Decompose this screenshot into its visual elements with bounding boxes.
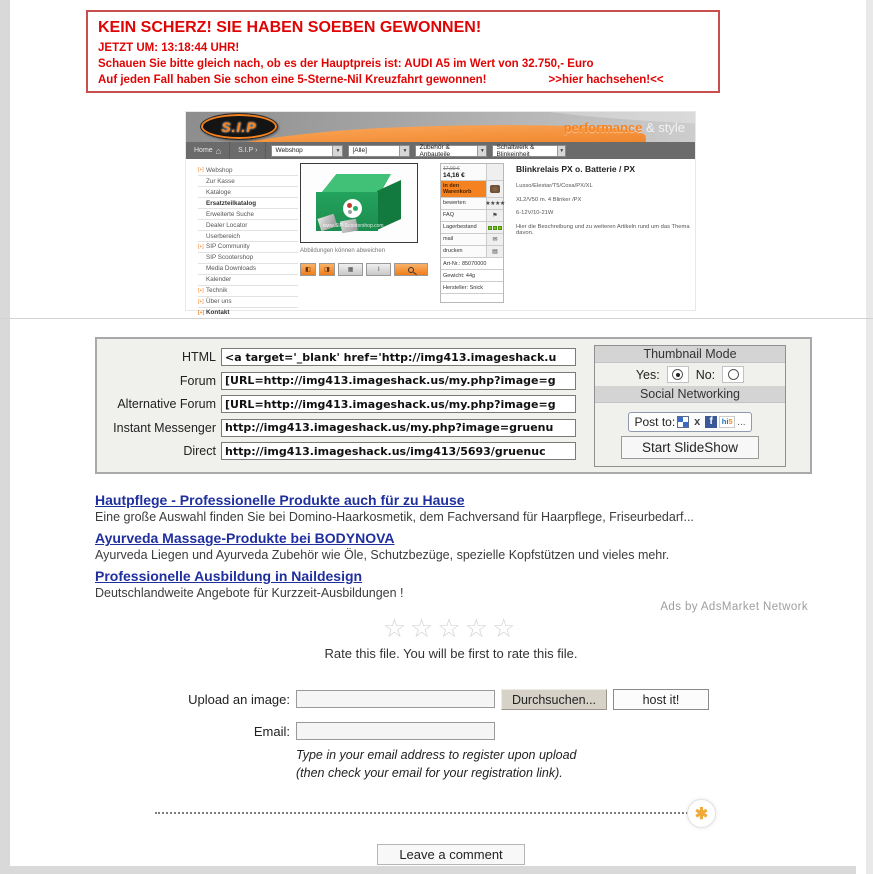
home-icon: ⌂ xyxy=(215,145,222,156)
product-info-table xyxy=(440,163,504,303)
alt-forum-link-label: Alternative Forum xyxy=(117,397,216,411)
ad-item xyxy=(95,568,811,600)
thumbnail-social-box xyxy=(594,345,786,467)
add-to-cart-row xyxy=(441,181,503,198)
shop-toolbar xyxy=(186,142,695,159)
share-links-panel xyxy=(95,337,812,474)
banner-line-time: JETZT UM: 13:18:44 UHR! xyxy=(98,42,240,54)
facebook-icon: f xyxy=(705,416,717,428)
shop-select-alle: [Alle] ▼ xyxy=(348,145,410,157)
old-price: 17,90 € xyxy=(443,165,460,172)
star-icon[interactable]: ☆ xyxy=(382,613,411,643)
shop-menu-item: [+] Über uns xyxy=(198,297,298,308)
horizontal-divider xyxy=(0,318,873,319)
shop-menu-item: Dealer Locator xyxy=(198,220,298,231)
rate-file-text: Rate this file. You will be first to rate this file. xyxy=(324,646,578,661)
dropdown-arrow-icon: ▼ xyxy=(477,146,486,156)
banner-title: KEIN SCHERZ! SIE HABEN SOEBEN GEWONNEN! xyxy=(98,19,482,36)
upload-file-input[interactable] xyxy=(296,690,495,708)
email-input[interactable] xyxy=(296,722,495,740)
shop-select-category: Zubehör & Anbauteile ▼ xyxy=(415,145,487,157)
forum-link-input[interactable] xyxy=(221,372,576,390)
thumbnail-mode-header: Thumbnail Mode xyxy=(595,346,785,363)
banner-link[interactable]: >>hier hachsehen!<< xyxy=(548,74,664,86)
photo-caption: Abbildungen können abweichen xyxy=(300,248,386,254)
star-icon[interactable]: ☆ xyxy=(437,613,465,643)
star-icon[interactable]: ☆ xyxy=(410,613,438,643)
upload-image-label: Upload an image: xyxy=(188,692,290,707)
shop-body xyxy=(186,159,695,317)
html-link-label: HTML xyxy=(181,350,216,364)
ads-attribution: Ads by AdsMarket Network xyxy=(660,601,808,613)
rating-stars[interactable] xyxy=(28,613,873,644)
shop-menu-item: Erweiterte Suche xyxy=(198,209,298,220)
shop-menu-item: SIP Scootershop xyxy=(198,253,298,264)
product-photo-column xyxy=(300,159,428,310)
banner-line-prize: Schauen Sie bitte gleich nach, ob es der Hauptpreis ist: AUDI A5 im Wert von 32.750,- Euro xyxy=(98,58,594,70)
banner-line-cruise: Auf jeden Fall haben Sie schon eine 5-Sterne-Nil Kreuzfahrt gewonnen! xyxy=(98,74,487,86)
ad-description: Ayurveda Liegen und Ayurveda Zubehör wie Öle, Schutzbezüge, spezielle Kopfstützen und vieles mehr. xyxy=(95,548,670,562)
faq-row: FAQ ⚑ xyxy=(441,210,503,222)
manufacturer: Hersteller: Snick xyxy=(441,282,503,294)
photo-prev-button: ◧ xyxy=(300,263,316,276)
cart-icon xyxy=(490,185,500,193)
photo-next-button: ◨ xyxy=(319,263,335,276)
sip-logo-text: S.I.P xyxy=(221,118,257,135)
asterisk-icon: ✱ xyxy=(687,799,716,828)
shop-menu-item: [+] Webshop xyxy=(198,165,298,176)
host-it-button[interactable]: host it! xyxy=(613,689,709,710)
shop-home-button: Home ⌂ xyxy=(186,142,230,159)
add-to-cart-label: in den Warenkorb xyxy=(441,181,486,197)
shop-header xyxy=(186,112,695,142)
ad-description: Eine große Auswahl finden Sie bei Domino-Haarkosmetik, dem Fachversand für Haarpflege, Friseurbedarf... xyxy=(95,510,694,524)
direct-link-label: Direct xyxy=(183,444,216,458)
delicious-icon xyxy=(677,416,689,428)
mail-icon: ✉ xyxy=(486,234,503,245)
hosted-image[interactable] xyxy=(186,112,695,317)
shop-menu-item: Media Downloads xyxy=(198,264,298,275)
star-rating-icon: ★★★★ xyxy=(486,198,503,209)
im-link-label: Instant Messenger xyxy=(113,420,216,435)
thumbnail-no-label: No: xyxy=(695,367,716,382)
shop-sidebar-menu xyxy=(186,159,298,317)
ad-link[interactable]: Hautpflege - Professionelle Produkte auch für zu Hause xyxy=(95,492,465,508)
start-slideshow-button[interactable]: Start SlideShow xyxy=(621,436,759,459)
relay-label-sticker xyxy=(343,199,362,218)
stock-bars-icon xyxy=(488,226,502,230)
photo-zoom-button xyxy=(394,263,428,276)
shop-menu-item: Userbereich xyxy=(198,231,298,242)
bottom-margin-strip xyxy=(0,866,856,874)
mixx-icon: x xyxy=(694,416,701,428)
hi5-icon: hi5 xyxy=(719,416,735,428)
ad-item xyxy=(95,492,811,524)
dropdown-arrow-icon: ▼ xyxy=(557,146,565,156)
ad-link[interactable]: Ayurveda Massage-Produkte bei BODYNOVA xyxy=(95,530,395,546)
shop-menu-item: Ersatzteilkatalog xyxy=(198,198,298,209)
shop-menu-item: [+] SIP Community xyxy=(198,242,298,253)
shop-tagline: performance & style xyxy=(563,120,685,135)
email-note: Type in your email address to register upon upload (then check your email for your registration link). xyxy=(296,748,577,781)
shop-select-webshop: Webshop ▼ xyxy=(271,145,343,157)
dropdown-arrow-icon: ▼ xyxy=(332,146,342,156)
rate-row: bewerten ★★★★ xyxy=(441,198,503,210)
sponsored-ads xyxy=(95,492,811,606)
right-margin-strip xyxy=(866,0,873,874)
product-photo xyxy=(300,163,418,243)
dropdown-arrow-icon: ▼ xyxy=(399,146,409,156)
print-row: drucken ▤ xyxy=(441,246,503,258)
shop-menu-item: Zur Kasse xyxy=(198,176,298,187)
photo-save-button: ▦ xyxy=(338,263,363,276)
star-icon[interactable]: ☆ xyxy=(491,613,520,643)
thumbnail-no-radio[interactable] xyxy=(722,366,744,383)
photo-button-row xyxy=(300,263,428,276)
post-to-button[interactable]: Post to: x f hi5 ... xyxy=(628,412,751,432)
email-label: Email: xyxy=(253,724,290,739)
product-description: Blinkrelais PX o. Batterie / PX Lusso/Elestar/T5/Cosa/PX/XL XL2/V50 m. 4 Blinker /PX 6-12V/10-21W Hier die Beschreibung und zu weiteren Artikeln rund um das Thema davon. xyxy=(516,164,694,310)
winner-ad-banner xyxy=(86,10,720,93)
price: 14,16 € xyxy=(443,171,465,179)
flag-icon: ⚑ xyxy=(486,210,503,221)
shop-menu-item: Kataloge xyxy=(198,187,298,198)
shop-menu-item: [+] Kontakt xyxy=(198,308,298,319)
article-number: Art-Nr.: 85070000 xyxy=(441,258,503,270)
photo-watermark: www.SIP-Scootershop.com xyxy=(323,223,384,229)
star-icon[interactable]: ☆ xyxy=(464,613,492,643)
social-networking-header: Social Networking xyxy=(595,386,785,403)
sip-logo xyxy=(200,113,278,140)
shop-menu-item: Kalender xyxy=(198,275,298,286)
left-margin-strip xyxy=(0,0,10,874)
dotted-divider xyxy=(155,812,688,814)
product-title: Blinkrelais PX o. Batterie / PX xyxy=(516,164,636,174)
im-link-input[interactable] xyxy=(221,419,576,437)
weight: Gewicht: 44g xyxy=(441,270,503,282)
shop-breadcrumb: S.I.P › xyxy=(230,142,266,159)
leave-comment-button[interactable]: Leave a comment xyxy=(377,844,525,865)
magnifier-icon xyxy=(408,267,414,273)
shop-menu-item: [+] Technik xyxy=(198,286,298,297)
printer-icon: ▤ xyxy=(486,246,503,257)
alt-forum-link-input[interactable] xyxy=(221,395,576,413)
photo-info-button: I xyxy=(366,263,391,276)
ad-item xyxy=(95,530,811,562)
ad-link[interactable]: Professionelle Ausbildung in Naildesign xyxy=(95,568,363,584)
stock-row: Lagerbestand xyxy=(441,222,503,234)
direct-link-input[interactable] xyxy=(221,442,576,460)
thumbnail-yes-radio[interactable] xyxy=(667,366,689,383)
post-more-ellipsis: ... xyxy=(737,416,746,428)
forum-link-label: Forum xyxy=(179,373,216,388)
browse-button[interactable]: Durchsuchen... xyxy=(501,689,607,710)
mail-row: mail ✉ xyxy=(441,234,503,246)
shop-select-subcategory: Schaltwerk & Blinkeinheit ▼ xyxy=(492,145,566,157)
ad-description: Deutschlandweite Angebote für Kurzzeit-Ausbildungen ! xyxy=(95,586,404,600)
html-link-input[interactable] xyxy=(221,348,576,366)
thumbnail-yes-label: Yes: xyxy=(635,367,660,382)
price-row xyxy=(441,164,503,181)
